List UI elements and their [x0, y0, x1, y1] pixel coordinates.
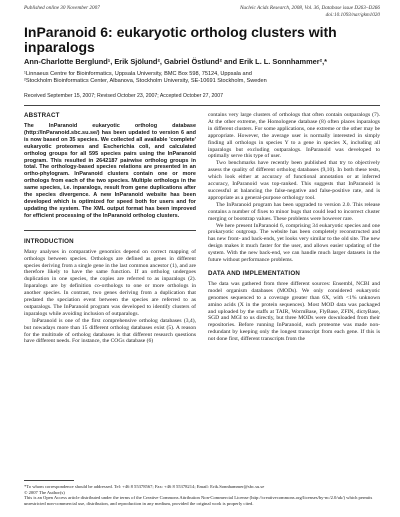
body-paragraph-1: contains very large clusters of orthologs that often contain outparalogs (7). At the other extreme, the Homologene database (8) often places inparalogs in different clusters. For some applications, one extreme or the other may be appropriate. However, the average user is normally interested in simply finding all orthologs in species Y to a gene in species X, including all inparalogs but excluding outparalogs. InParanoid was developed to optimally serve this type of user.	[208, 112, 380, 160]
article-title: InParanoid 6: eukaryotic ortholog clusters with inparalogs	[24, 24, 337, 55]
intro-paragraph-1: Many analyses in comparative genomics depend on correct mapping of orthologs between species. Orthologs are defined as genes in different species deriving from a single gene in the last common ancestor (1), and are therefore likely to have the same function. If an ortholog undergoes duplication in one species, the copies are referred to as inparalogs (2). Inparalogs are by definition co-orthologs to one or more orthologs in another species. In contrast, two genes deriving from a duplication that predated the speciation event between the species are referred to as outparalogs. The InParanoid program was developed to identify clusters of inparalogs while avoiding inclusion of outparalogs.	[24, 248, 196, 317]
introduction-heading: INTRODUCTION	[24, 237, 74, 245]
author-list: Ann-Charlotte Berglund¹, Erik Sjölund², Gabriel Östlund² and Erik L. L. Sonnhammer²,*	[24, 57, 328, 66]
body-paragraph-4: We here present InParanoid 6, comprising 34 eukaryotic species and one prokaryotic outgroup. The website has been completely reconstructed and has new front- and back-ends, yet looks very similar to the old site. The new design makes it much faster for the user, and allows easier updating of the system. With the new back-end, we can handle much larger datasets in the future without performance problems.	[208, 222, 380, 264]
footnote-block	[24, 484, 380, 506]
affiliation-2: ²Stockholm Bioinformatics Center, Albanova, Stockholm University, SE-10691 Stockholm, Sweden	[24, 78, 267, 84]
footnote-divider	[24, 480, 74, 481]
body-paragraph-3: The InParanoid program has been upgraded to version 2.0. This release contains a number of fixes to minor bugs that could lead to incorrect cluster merging or bootstrap values. These problems were however rare.	[208, 201, 380, 222]
intro-paragraph-2: InParanoid is one of the first comprehensive ortholog databases (3,4), but nowadays more than 15 different ortholog databases exist (5). A reason for the multitude of ortholog databases is that different research questions have different needs. For instance, the COGs database (6)	[24, 317, 196, 345]
publication-date: Published online 30 November 2007	[24, 5, 100, 11]
journal-citation	[240, 5, 380, 18]
correspondence-note: *To whom correspondence should be addressed. Tel: +46 8 55378567; Fax: +46 8 55378214; Email: Erik.Sonnhammer@sbc.su.se	[24, 484, 265, 489]
abstract-text: The InParanoid eukaryotic ortholog database (http://InParanoid.sbc.su.se/) has been updated to version 6 and is now based on 35 species. We collected all available 'complete' eukaryotic proteomes and Escherichia coli, and calculated ortholog groups for all 595 species pairs using the InParanoid program. This resulted in 2642187 pairwise ortholog groups in total. The orthology-based species relations are presented in an ortho-phylogram. InParanoid clusters contain one or more orthologs from each of the two species. Multiple orthologs in the same species, i.e. inparalogs, result from gene duplications after the species divergence. A new InParanoid website has been developed which is optimized for speed both for users and for updating the system. The XML output format has been improved for efficient processing of the InParanoid ortholog clusters.	[24, 123, 196, 219]
body-paragraph-2: Two benchmarks have recently been published that try to objectively assess the quality of different ortholog databases (9,10). In both these tests, which look either at accuracy of functional annotation or at inferred accuracy, InParanoid was top-ranked. This suggests that InParanoid is successful at balancing the false-negative and false-positive rate, and is appropriate as a general-purpose orthology tool.	[208, 160, 380, 201]
doi-line: doi:10.1093/nar/gkm1020	[325, 11, 380, 18]
data-implementation-heading: DATA AND IMPLEMENTATION	[208, 269, 301, 277]
affiliations	[24, 71, 384, 85]
affiliation-1: ¹Linnaeus Centre for Bioinformatics, Uppsala University, BMC Box 598, 75124, Uppsala and	[24, 71, 252, 77]
right-column	[208, 112, 380, 343]
header-divider	[24, 105, 380, 106]
journal-line: Nucleic Acids Research, 2008, Vol. 36, Database issue D263–D266	[239, 5, 380, 11]
abstract-divider	[24, 230, 196, 231]
left-column	[24, 112, 196, 345]
abstract-heading: ABSTRACT	[24, 112, 60, 119]
license-note: This is an Open Access article distributed under the terms of the Creative Commons Attribution Non-Commercial License (http://creativecommons.org/licenses/by-nc/2.0/uk/) which permits unrestricted non-commercial use, distribution, and reproduction in any medium, provided the original work is properly cited.	[24, 495, 373, 506]
copyright-note: © 2007 The Author(s)	[24, 489, 65, 495]
body-paragraph-5: The data was gathered from three different sources: Ensembl, NCBI and model organism databases (MODs). We only considered eukaryotic genomes sequenced to a coverage greater than 6X, with <1% unknown amino acids (X in the protein sequences). Most MOD data was packaged and uploaded by the staffs at TAIR, WormBase, FlyBase, ZFIN, dictyBase, SGD and MGI to us directly, but three MODs were downloaded from their repositories. Before running InParanoid, each proteome was made non-redundant by keeping only the longest transcript from each gene. If this is not done first, different transcripts from the	[208, 280, 380, 343]
received-dates: Received September 15, 2007; Revised October 23, 2007; Accepted October 27, 2007	[24, 93, 223, 99]
